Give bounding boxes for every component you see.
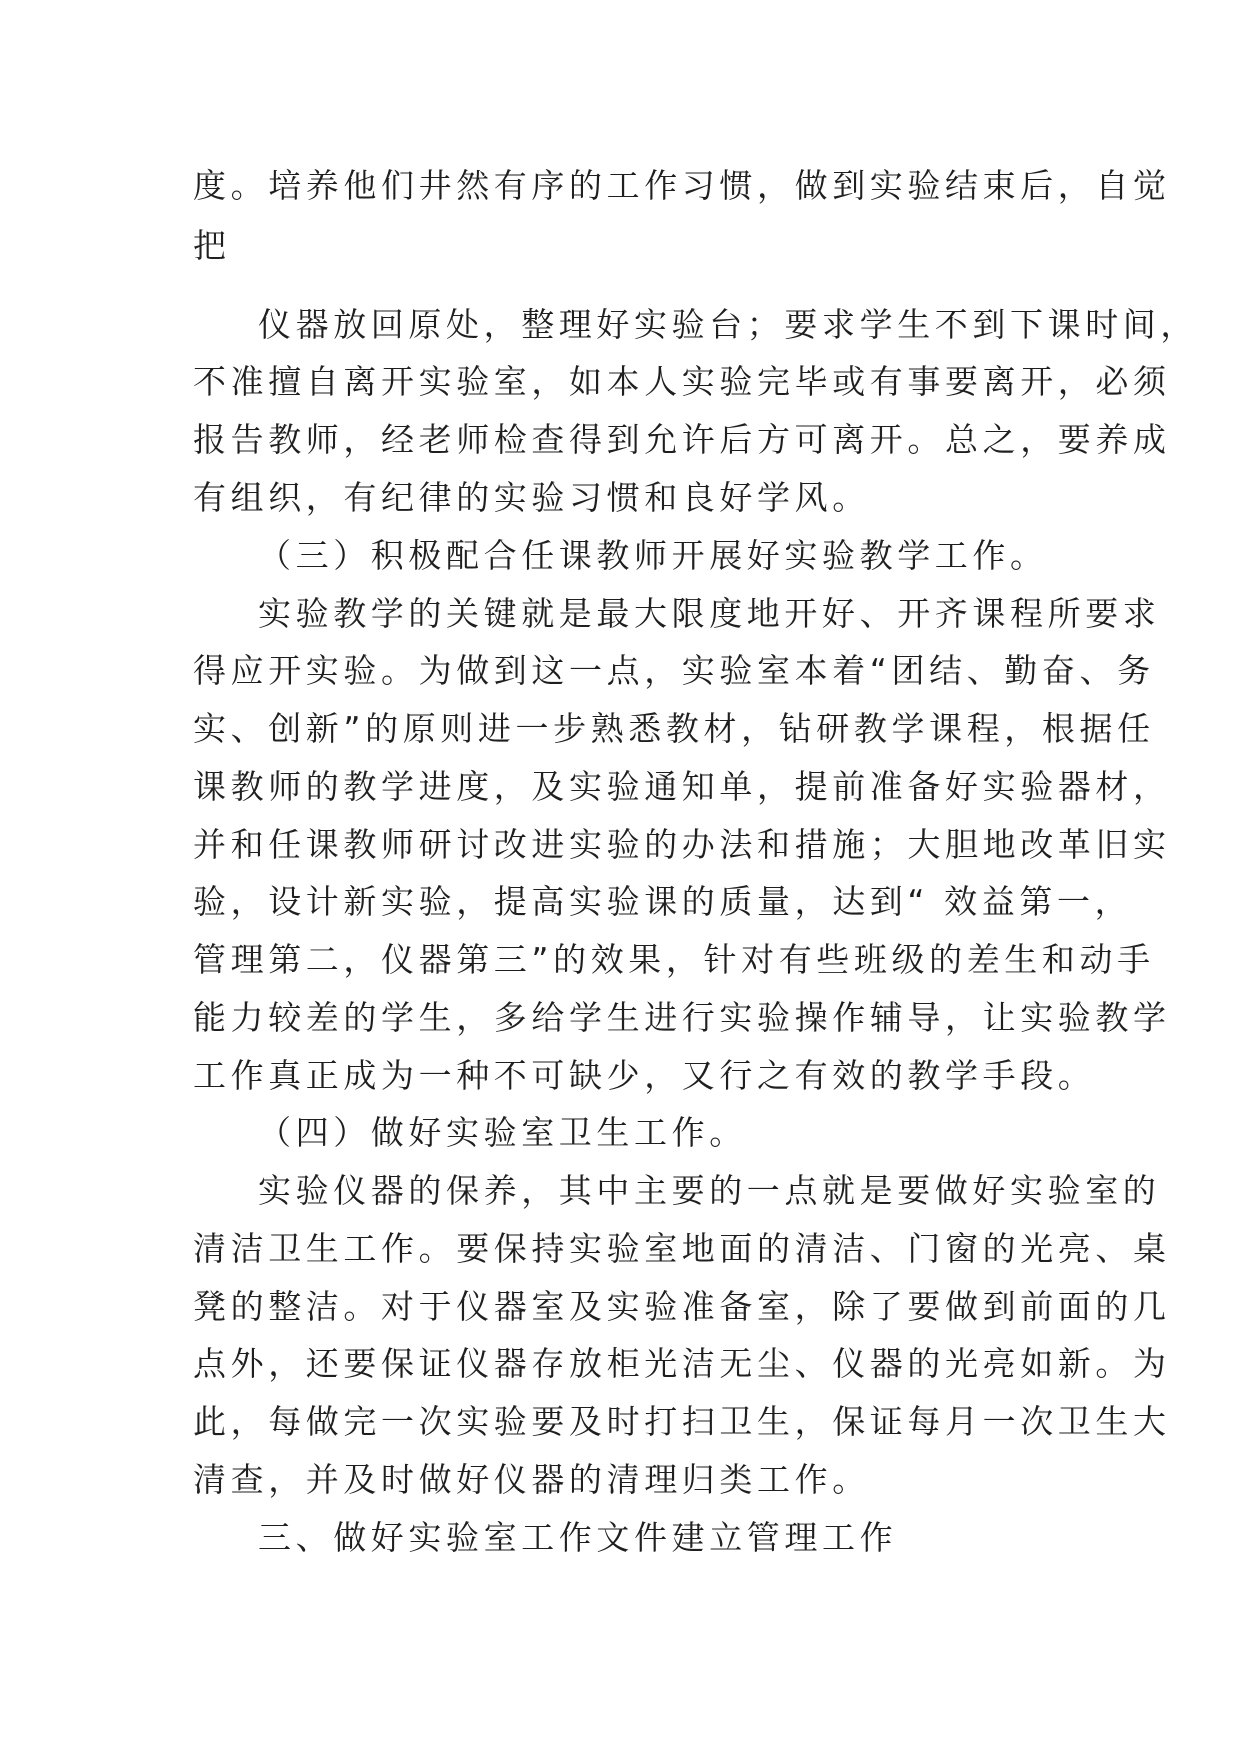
- text-line-22: 此，每做完一次实验要及时打扫卫生，保证每月一次卫生大: [193, 1402, 1171, 1441]
- text-line-18: 实验仪器的保养，其中主要的一点就是要做好实验室的: [258, 1171, 1161, 1210]
- section-heading-3: （三）积极配合任课教师开展好实验教学工作。: [258, 536, 1048, 575]
- text-line-10: 实、创新”的原则进一步熟悉教材，钻研教学课程，根据任: [193, 709, 1155, 748]
- text-line-4: 不准擅自离开实验室，如本人实验完毕或有事要离开，必须: [193, 362, 1171, 401]
- section-heading-three: 三、做好实验室工作文件建立管理工作: [258, 1518, 898, 1557]
- text-line-19: 清洁卫生工作。要保持实验室地面的清洁、门窗的光亮、桌: [193, 1229, 1171, 1268]
- text-line-8: 实验教学的关键就是最大限度地开好、开齐课程所要求: [258, 594, 1161, 633]
- text-line-11: 课教师的教学进度，及实验通知单，提前准备好实验器材，: [193, 767, 1171, 806]
- text-line-6: 有组织，有纪律的实验习惯和良好学风。: [193, 478, 870, 517]
- section-heading-4: （四）做好实验室卫生工作。: [258, 1113, 747, 1152]
- text-line-23: 清查，并及时做好仪器的清理归类工作。: [193, 1460, 870, 1499]
- text-line-9: 得应开实验。为做到这一点，实验室本着“团结、勤奋、务: [193, 651, 1155, 690]
- text-line-5: 报告教师，经老师检查得到允许后方可离开。总之，要养成: [193, 420, 1171, 459]
- text-line-2: 把: [193, 226, 231, 265]
- text-line-1: 度。培养他们井然有序的工作习惯，做到实验结束后，自觉: [193, 166, 1171, 205]
- text-line-14: 管理第二，仪器第三”的效果，针对有些班级的差生和动手: [193, 940, 1155, 979]
- text-line-16: 工作真正成为一种不可缺少，又行之有效的教学手段。: [193, 1056, 1096, 1095]
- text-line-3: 仪器放回原处，整理好实验台；要求学生不到下课时间，: [258, 305, 1198, 344]
- text-line-12: 并和任课教师研讨改进实验的办法和措施；大胆地改革旧实: [193, 825, 1171, 864]
- text-line-13: 验，设计新实验，提高实验课的质量，达到“ 效益第一，: [193, 882, 1133, 921]
- text-line-21: 点外，还要保证仪器存放柜光洁无尘、仪器的光亮如新。为: [193, 1344, 1171, 1383]
- text-line-20: 凳的整洁。对于仪器室及实验准备室，除了要做到前面的几: [193, 1287, 1171, 1326]
- text-line-15: 能力较差的学生，多给学生进行实验操作辅导，让实验教学: [193, 998, 1171, 1037]
